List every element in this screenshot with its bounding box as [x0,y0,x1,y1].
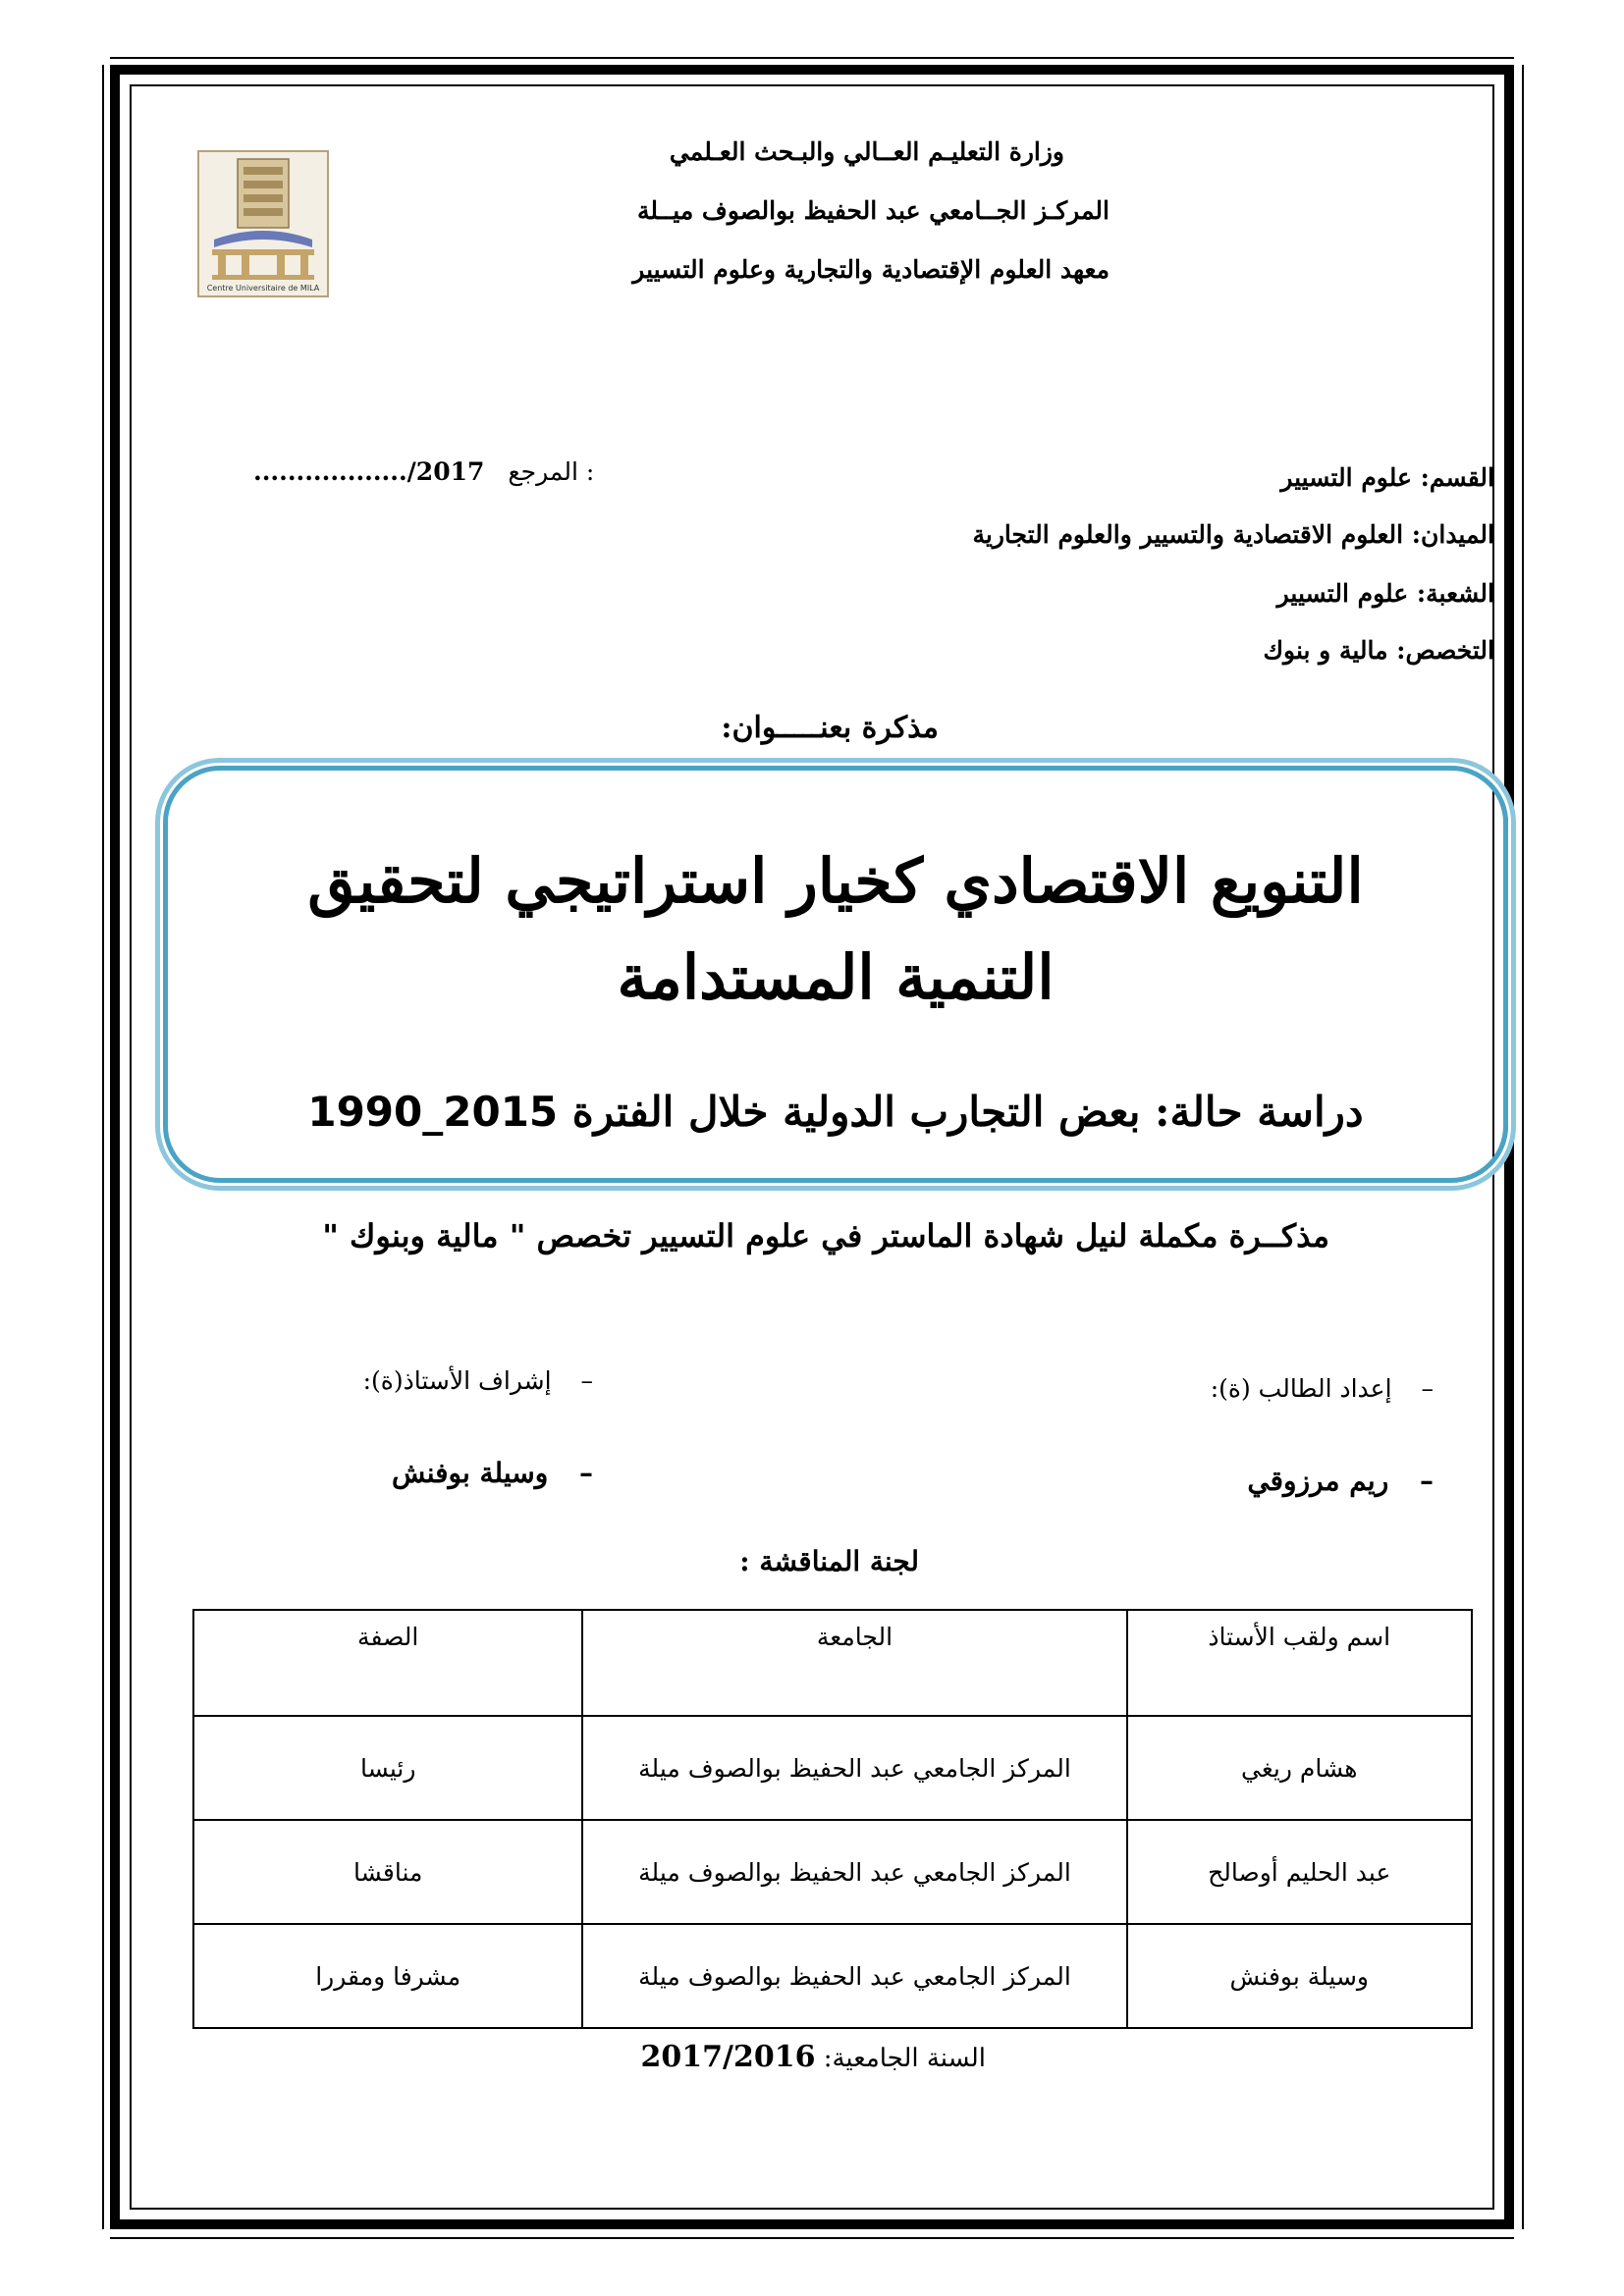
student-label: إعداد الطالب (ة): [1210,1374,1392,1403]
case-study-years: 1990_2015 [307,1088,559,1136]
student-name-dash: – [1420,1465,1434,1497]
case-study-line [163,1088,1508,1136]
department-line: القسم: علوم التسيير [1280,463,1494,492]
reference-value: ................../2017 [253,457,485,486]
supervisor-label: إشراف الأستاذ(ة): [362,1366,552,1395]
member-name: عبد الحليم أوصالح [1127,1820,1472,1924]
supervisor-label-line [363,1366,593,1395]
member-university: المركز الجامعي عبد الحفيظ بوالصوف ميلة [582,1820,1126,1924]
institute-name: معهد العلوم الإقتصادية والتجارية وعلوم التسيير [632,255,1110,284]
member-name: هشام ريغي [1127,1716,1472,1820]
degree-text: مذكــرة مكملة لنيل شهادة الماستر في علوم التسيير تخصص " مالية وبنوك " [322,1217,1329,1255]
thesis-title-line-2: التنمية المستدامة [617,941,1055,1013]
member-university: المركز الجامعي عبد الحفيظ بوالصوف ميلة [582,1716,1126,1820]
supervisor-name-dash: – [579,1457,593,1489]
academic-year-label: السنة الجامعية: [815,2044,986,2073]
student-name-line [1247,1465,1434,1497]
academic-year [641,2040,986,2074]
committee-table [192,1609,1473,2029]
academic-year-value: 2017/2016 [640,2040,816,2074]
case-study-label: دراسة حالة: بعض التجارب الدولية خلال الفترة [558,1088,1364,1136]
table-row [193,1924,1472,2028]
thesis-title-line-1: التنويع الاقتصادي كخيار استراتيجي لتحقيق [307,845,1364,917]
reference-label: المرجع : [508,457,595,486]
frame-line-top [110,57,1514,59]
frame-line-right [1522,65,1524,2229]
supervisor-name-line [392,1457,593,1489]
member-role: رئيسا [193,1716,582,1820]
university-logo [194,145,332,302]
member-name: وسيلة بوفنش [1127,1924,1472,2028]
committee-table-header [193,1610,1472,1716]
center-name: المركـز الجــامعي عبد الحفيظ بوالصوف ميــلة [636,196,1110,225]
member-role: مشرفا ومقررا [193,1924,582,2028]
branch-line: الشعبة: علوم التسيير [1276,579,1494,608]
field-line: الميدان: العلوم الاقتصادية والتسيير والعلوم التجارية [972,520,1494,549]
logo-caption: Centre Universitaire de MILA [206,284,320,293]
reference [253,457,594,486]
table-row [193,1716,1472,1820]
specialty-line: التخصص: مالية و بنوك [1263,636,1494,665]
committee-heading: لجنة المناقشة : [739,1545,919,1577]
supervisor-dash: – [580,1366,593,1395]
student-label-line [1211,1374,1434,1403]
table-row [193,1820,1472,1924]
student-dash: – [1421,1374,1434,1403]
frame-line-left [102,65,104,2229]
member-role: مناقشا [193,1820,582,1924]
column-header-name: اسم ولقب الأستاذ [1127,1610,1472,1716]
ministry-name: وزارة التعليـم العــالي والبـحث العـلمي [669,137,1064,166]
member-university: المركز الجامعي عبد الحفيظ بوالصوف ميلة [582,1924,1126,2028]
frame-line-bottom [110,2237,1514,2239]
column-header-university: الجامعة [582,1610,1126,1716]
column-header-role: الصفة [193,1610,582,1716]
student-name: ريم مرزوقي [1247,1465,1389,1497]
supervisor-name: وسيلة بوفنش [392,1457,549,1489]
memo-heading: مذكرة بعنـــــوان: [721,711,939,745]
